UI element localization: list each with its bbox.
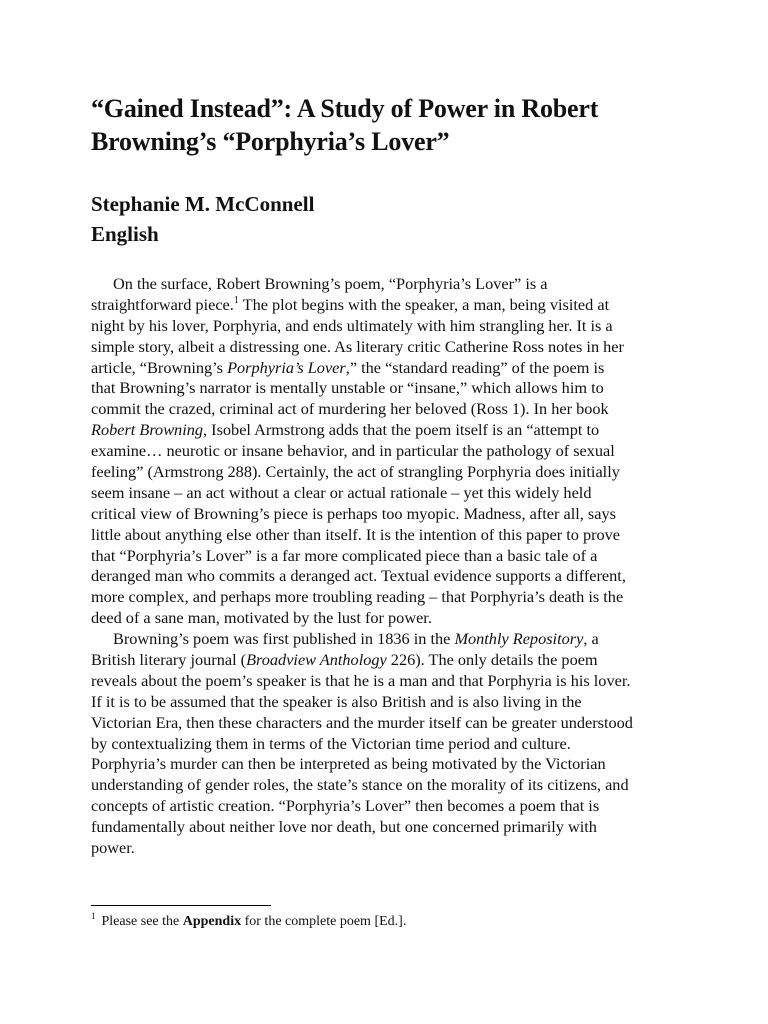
body-line [91, 358, 691, 379]
body-line [91, 546, 691, 567]
body-line [91, 629, 691, 650]
body-text-run: commit the crazed, criminal act of murdering her beloved (Ross 1). In her book [91, 399, 609, 419]
body-line [91, 525, 691, 546]
body-text-run: critical view of Browning’s piece is perhaps too myopic. Madness, after all, says [91, 503, 616, 523]
footnote-marker: 1 [91, 911, 96, 921]
title-line: Browning’s “Porphyria’s Lover” [91, 127, 450, 156]
body-line [91, 608, 691, 629]
footnote-text: Please see the [101, 914, 183, 929]
body-text-run: Monthly Repository [454, 629, 584, 649]
body-line [91, 796, 691, 817]
body-line [91, 420, 691, 441]
body-text-run: ,” the “standard reading” of the poem is [345, 357, 605, 377]
body-text-run: The plot begins with the speaker, a man, being visited at [238, 294, 610, 314]
body-text-run: fundamentally about neither love nor death, but one concerned primarily with [91, 817, 597, 837]
body-line [91, 483, 691, 504]
footnote-reference: 1 [233, 294, 239, 306]
body-line [91, 337, 691, 358]
body-text-run: that Browning’s narrator is mentally unstable or “insane,” which allows him to [91, 378, 604, 398]
body-text-run: seem insane – an act without a clear or actual rationale – yet this widely held [91, 482, 592, 502]
body-line [91, 775, 691, 796]
body-text-run: that “Porphyria’s Lover” is a far more complicated piece than a basic tale of a [91, 545, 598, 565]
body-line [91, 692, 691, 713]
footnote-text: for the complete poem [Ed.]. [241, 914, 407, 929]
body-line [91, 399, 691, 420]
body-text-run: deranged man who commits a deranged act. Textual evidence supports a different, [91, 566, 626, 586]
body-text-run: , a [583, 629, 599, 649]
body-text [91, 274, 691, 859]
footnote-divider [91, 905, 271, 906]
body-text-run: 226). The only details the poem [386, 650, 598, 670]
body-text-run: more complex, and perhaps more troubling reading – that Porphyria’s death is the [91, 587, 624, 607]
body-line [91, 838, 691, 859]
author-name: Stephanie M. McConnell [91, 192, 315, 216]
body-text-run: night by his lover, Porphyria, and ends ultimately with him strangling her. It is a [91, 315, 613, 335]
body-line [91, 378, 691, 399]
paper-page [91, 92, 691, 859]
body-text-run: little about anything else other than itself. It is the intention of this paper to prove [91, 524, 621, 544]
body-text-run: straightforward piece. [91, 294, 234, 314]
body-text-run: reveals about the poem’s speaker is that he is a man and that Porphyria is his lover. [91, 670, 631, 690]
body-line [91, 587, 691, 608]
body-text-run: examine… neurotic or insane behavior, and in particular the pathology of sexual [91, 441, 615, 461]
body-text-run: Broadview Anthology [246, 650, 387, 670]
body-line [91, 754, 691, 775]
body-line [91, 441, 691, 462]
body-text-run: Victorian Era, then these characters and the murder itself can be greater understood [91, 712, 633, 732]
body-line [91, 566, 691, 587]
author-block [91, 189, 691, 249]
body-line [91, 274, 691, 295]
body-line [91, 295, 691, 316]
body-text-run: feeling” (Armstrong 288). Certainly, the act of strangling Porphyria does initially [91, 462, 620, 482]
author-department: English [91, 222, 159, 246]
body-text-run: Porphyria’s Lover [227, 357, 346, 377]
body-line [91, 713, 691, 734]
footnote [91, 912, 406, 932]
body-text-run: power. [91, 838, 135, 858]
body-text-run: concepts of artistic creation. “Porphyria’s Lover” then becomes a poem that is [91, 796, 600, 816]
body-line [91, 650, 691, 671]
body-text-run: article, “Browning’s [91, 357, 228, 377]
title-line: “Gained Instead”: A Study of Power in Robert [91, 94, 599, 123]
body-text-run: If it is to be assumed that the speaker is also British and is also living in the [91, 691, 582, 711]
body-text-run: On the surface, Robert Browning’s poem, “Porphyria’s Lover” is a [113, 274, 548, 293]
body-line [91, 462, 691, 483]
body-text-run: Porphyria’s murder can then be interpreted as being motivated by the Victorian [91, 754, 606, 774]
body-text-run: British literary journal ( [91, 650, 247, 670]
body-text-run: , Isobel Armstrong adds that the poem itself is an “attempt to [203, 420, 600, 440]
body-text-run: deed of a sane man, motivated by the lust for power. [91, 608, 432, 628]
body-line [91, 316, 691, 337]
footnote-appendix-link: Appendix [182, 914, 242, 929]
body-text-run: understanding of gender roles, the state’s stance on the morality of its citizens, and [91, 775, 629, 795]
body-line [91, 734, 691, 755]
paper-title [91, 92, 691, 158]
body-text-run: by contextualizing them in terms of the Victorian time period and culture. [91, 733, 571, 753]
body-text-run: simple story, albeit a distressing one. As literary critic Catherine Ross notes in her [91, 336, 624, 356]
body-line [91, 817, 691, 838]
body-text-run: Browning’s poem was first published in 1836 in the [113, 629, 455, 649]
body-text-run: Robert Browning [91, 420, 204, 440]
body-line [91, 671, 691, 692]
body-line [91, 504, 691, 525]
